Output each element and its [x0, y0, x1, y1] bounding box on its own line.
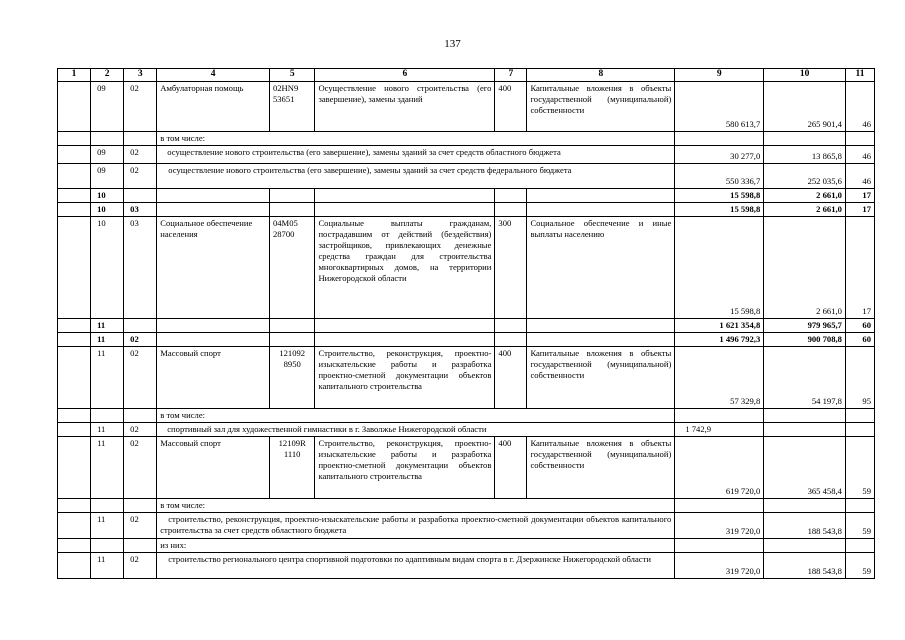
table-row [58, 132, 875, 146]
header-row [58, 69, 875, 82]
cell-subsection: 02 [124, 513, 157, 539]
cell-code: 121092 8950 [269, 347, 315, 409]
cell-type-code: 400 [495, 82, 527, 132]
table-row [58, 217, 875, 319]
cell-section: 10 [91, 217, 124, 319]
header-cell: 4 [157, 69, 270, 82]
table-row [58, 499, 875, 513]
cell-type-code: 300 [495, 217, 527, 319]
cell-percent: 46 [845, 82, 874, 132]
cell-code: 02HN9 53651 [269, 82, 315, 132]
cell-code: 12109R 1110 [269, 437, 315, 499]
cell-fact: 188 543,8 [764, 553, 846, 579]
cell-subsection: 03 [124, 203, 157, 217]
cell-section: 09 [91, 82, 124, 132]
table-row [58, 553, 875, 579]
cell-name: Социальное обеспечение населения [157, 217, 270, 319]
cell-type-code: 400 [495, 347, 527, 409]
cell-fact: 2 661,0 [764, 203, 846, 217]
cell-percent: 17 [845, 203, 874, 217]
cell-fact: 2 661,0 [764, 189, 846, 203]
cell-code: 04М05 28700 [269, 217, 315, 319]
cell-note: в том числе: [157, 132, 675, 146]
cell-plan: 30 277,0 [675, 146, 764, 164]
cell-type: Капитальные вложения в объекты государственной (муниципальной) собственности [527, 437, 675, 499]
cell-subsection: 03 [124, 217, 157, 319]
cell-subsection: 02 [124, 347, 157, 409]
cell-section: 11 [91, 513, 124, 539]
budget-table [57, 68, 875, 579]
cell-note: из них: [157, 539, 675, 553]
cell-percent: 59 [845, 513, 874, 539]
cell-name: спортивный зал для художественной гимнастики в г. Заволжье Нижегородской области [157, 423, 675, 437]
cell-name: Массовый спорт [157, 437, 270, 499]
header-cell: 7 [495, 69, 527, 82]
cell-name: осуществление нового строительства (его завершение), замены зданий за счет средств областного бюджета [157, 146, 675, 164]
cell-plan: 319 720,0 [675, 553, 764, 579]
cell-plan: 15 598,8 [675, 189, 764, 203]
cell-percent: 17 [845, 217, 874, 319]
cell-section: 11 [91, 423, 124, 437]
table-row [58, 203, 875, 217]
cell-fact: 252 035,6 [764, 164, 846, 189]
cell-note: в том числе: [157, 409, 675, 423]
cell-fact: 265 901,4 [764, 82, 846, 132]
cell-subsection: 02 [124, 146, 157, 164]
cell-description: Социальные выплаты гражданам, пострадавшим от действий (бездействия) застройщиков, привлекающих денежные средства граждан для строительства многоквартирных домов, на территории Нижегородской области [315, 217, 495, 319]
page-number: 137 [444, 38, 461, 50]
cell-description: Осуществление нового строительства (его завершение), замены зданий [315, 82, 495, 132]
cell-fact: 365 458,4 [764, 437, 846, 499]
cell-plan: 15 598,8 [675, 217, 764, 319]
cell-plan: 550 336,7 [675, 164, 764, 189]
cell-subsection: 02 [124, 437, 157, 499]
table-row [58, 319, 875, 333]
header-cell: 11 [845, 69, 874, 82]
cell-plan: 580 613,7 [675, 82, 764, 132]
cell-plan: 1 621 354,8 [675, 319, 764, 333]
table-row [58, 513, 875, 539]
cell-subsection: 02 [124, 423, 157, 437]
cell-subsection: 02 [124, 553, 157, 579]
cell-description: Строительство, реконструкция, проектно-изыскательские работы и разработка проектно-сметной документации объектов капитального строительства [315, 347, 495, 409]
header-cell: 3 [124, 69, 157, 82]
header-cell: 1 [58, 69, 91, 82]
header-cell: 6 [315, 69, 495, 82]
cell-fact: 2 661,0 [764, 217, 846, 319]
table-row [58, 82, 875, 132]
header-cell: 10 [764, 69, 846, 82]
cell-plan: 619 720,0 [675, 437, 764, 499]
cell-plan: 1 496 792,3 [675, 333, 764, 347]
cell-subsection: 02 [124, 164, 157, 189]
table-row [58, 409, 875, 423]
cell-type-code: 400 [495, 437, 527, 499]
cell-type: Социальное обеспечение и иные выплаты населению [527, 217, 675, 319]
cell-fact: 54 197,8 [764, 347, 846, 409]
table-row [58, 347, 875, 409]
cell-section: 11 [91, 437, 124, 499]
cell-section: 10 [91, 203, 124, 217]
cell-percent: 46 [845, 164, 874, 189]
cell-note: в том числе: [157, 499, 675, 513]
header-cell: 8 [527, 69, 675, 82]
cell-percent: 60 [845, 333, 874, 347]
cell-section: 11 [91, 319, 124, 333]
header-cell: 5 [269, 69, 315, 82]
cell-section: 10 [91, 189, 124, 203]
cell-fact: 979 965,7 [764, 319, 846, 333]
cell-percent: 46 [845, 146, 874, 164]
cell-name: строительство, реконструкция, проектно-изыскательские работы и разработка проектно-сметной документации объектов капитального строительства за счет средств областного бюджета [157, 513, 675, 539]
cell-type: Капитальные вложения в объекты государственной (муниципальной) собственности [527, 82, 675, 132]
table-row [58, 437, 875, 499]
table-row [58, 164, 875, 189]
cell-percent: 60 [845, 319, 874, 333]
cell-subsection: 02 [124, 333, 157, 347]
table-row [58, 333, 875, 347]
cell-percent: 17 [845, 189, 874, 203]
cell-plan: 57 329,8 [675, 347, 764, 409]
cell-section: 11 [91, 347, 124, 409]
cell-percent: 59 [845, 553, 874, 579]
table-row [58, 539, 875, 553]
cell-name: Амбулаторная помощь [157, 82, 270, 132]
cell-fact: 900 708,8 [764, 333, 846, 347]
table-row [58, 423, 875, 437]
cell-section: 11 [91, 553, 124, 579]
cell-subsection: 02 [124, 82, 157, 132]
header-cell: 2 [91, 69, 124, 82]
cell-description: Строительство, реконструкция, проектно-изыскательские работы и разработка проектно-сметной документации объектов капитального строительства [315, 437, 495, 499]
cell-name: строительство регионального центра спортивной подготовки по адаптивным видам спорта в г. Дзержинске Нижегородской области [157, 553, 675, 579]
cell-plan: 1 742,9 [675, 423, 764, 437]
cell-type: Капитальные вложения в объекты государственной (муниципальной) собственности [527, 347, 675, 409]
cell-percent: 95 [845, 347, 874, 409]
cell-section: 09 [91, 164, 124, 189]
cell-section: 11 [91, 333, 124, 347]
table-row [58, 189, 875, 203]
cell-percent: 59 [845, 437, 874, 499]
table-row [58, 146, 875, 164]
cell-name: Массовый спорт [157, 347, 270, 409]
cell-section: 09 [91, 146, 124, 164]
cell-plan: 319 720,0 [675, 513, 764, 539]
cell-name: осуществление нового строительства (его завершение), замены зданий за счет средств федерального бюджета [157, 164, 675, 189]
cell-plan: 15 598,8 [675, 203, 764, 217]
cell-fact: 13 865,8 [764, 146, 846, 164]
header-cell: 9 [675, 69, 764, 82]
cell-fact: 188 543,8 [764, 513, 846, 539]
